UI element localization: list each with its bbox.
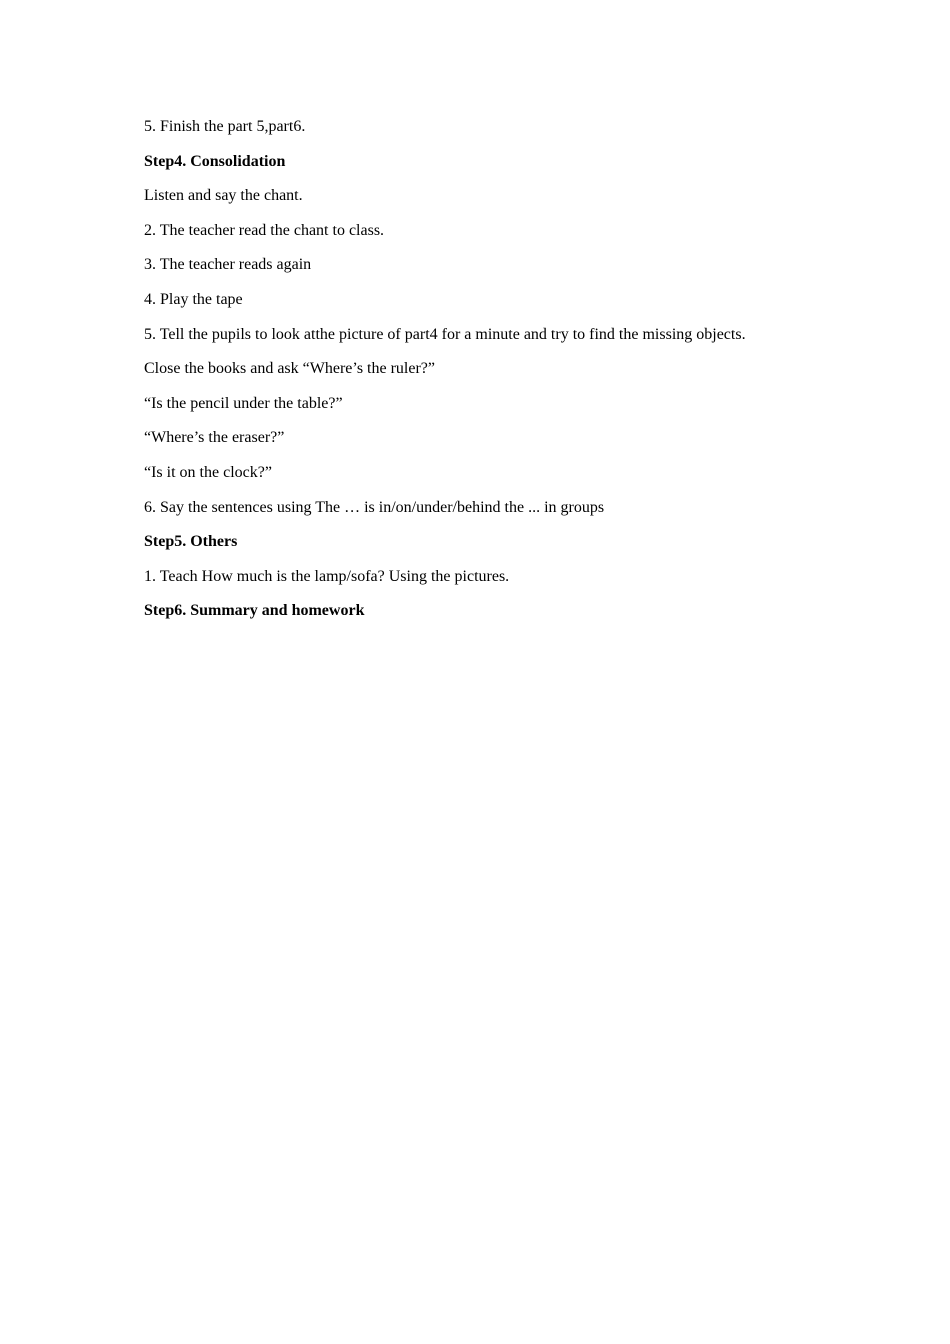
list-item-say-sentences: 6. Say the sentences using The … is in/on/under/behind the ... in groups bbox=[144, 498, 605, 516]
heading-step6: Step6. Summary and homework bbox=[144, 602, 365, 620]
heading-step5: Step5. Others bbox=[144, 533, 238, 551]
list-item-teach-how-much: 1. Teach How much is the lamp/sofa? Using the pictures. bbox=[144, 567, 510, 585]
list-item-close-books: Close the books and ask “Where’s the ruler?” bbox=[144, 360, 436, 378]
heading-step4: Step4. Consolidation bbox=[144, 152, 286, 170]
document-body bbox=[144, 116, 844, 635]
list-item-teacher-reads-again: 3. The teacher reads again bbox=[144, 256, 312, 274]
list-item-tell-pupils: 5. Tell the pupils to look atthe picture of part4 for a minute and try to find the missing objects. bbox=[144, 325, 746, 343]
question-eraser: “Where’s the eraser?” bbox=[144, 429, 285, 447]
question-clock: “Is it on the clock?” bbox=[144, 463, 272, 481]
question-pencil: “Is the pencil under the table?” bbox=[144, 394, 343, 412]
list-item-finish-part: 5. Finish the part 5,part6. bbox=[144, 118, 306, 135]
list-item-teacher-read: 2. The teacher read the chant to class. bbox=[144, 221, 385, 239]
list-item-play-tape: 4. Play the tape bbox=[144, 290, 243, 308]
list-item-listen-chant: Listen and say the chant. bbox=[144, 187, 303, 205]
